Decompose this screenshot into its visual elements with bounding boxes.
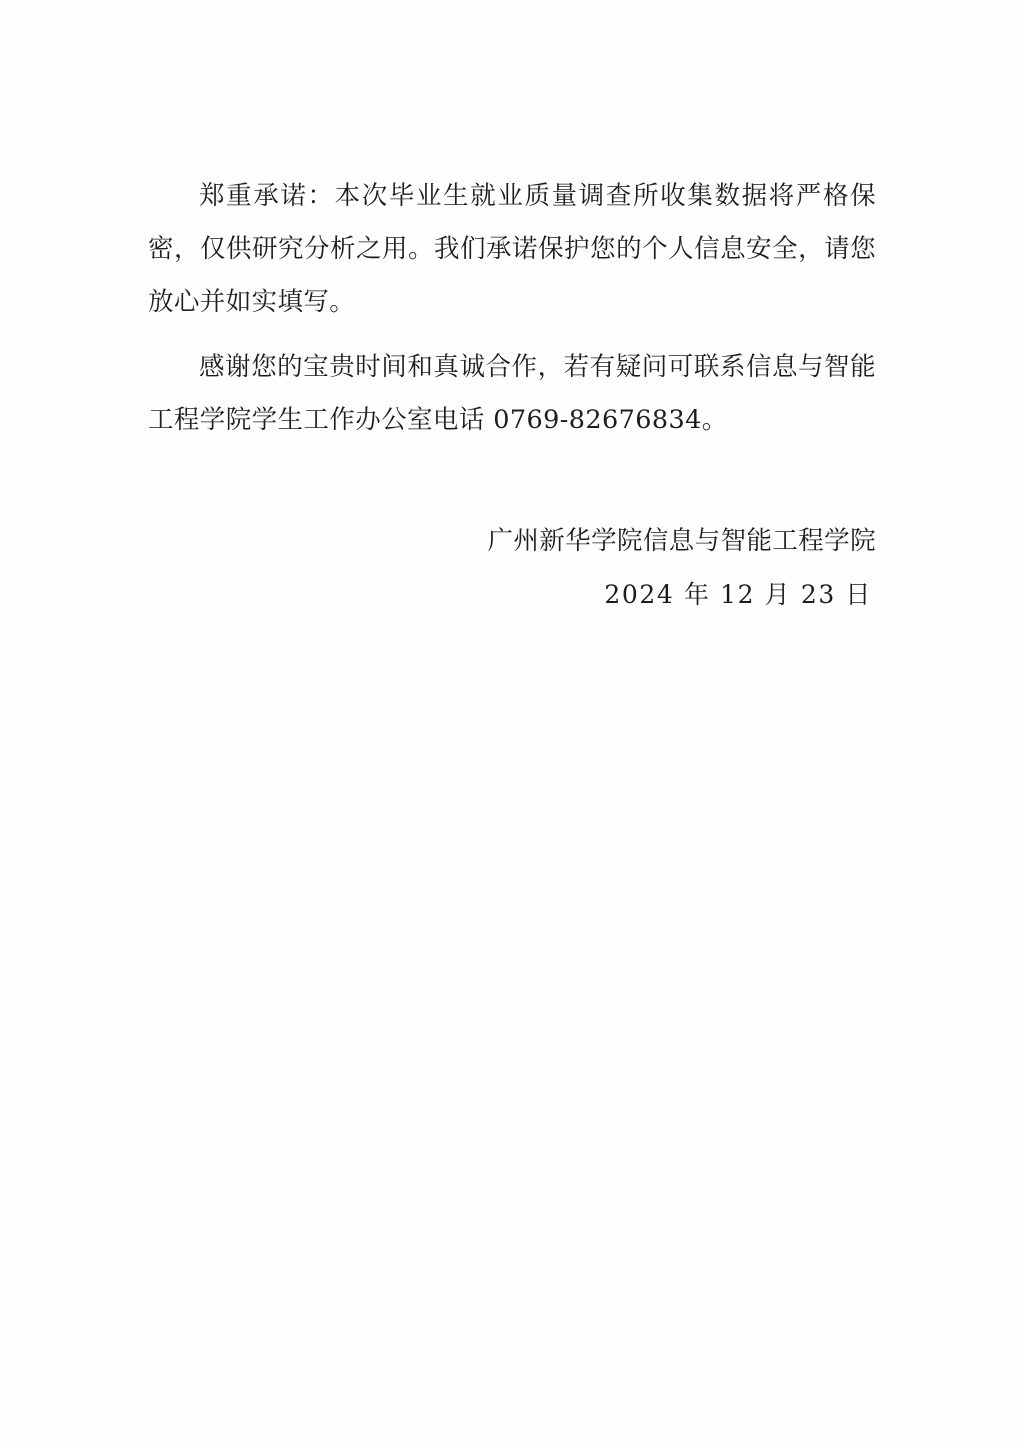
paragraph-confidentiality-pledge: 郑重承诺：本次毕业生就业质量调查所收集数据将严格保密，仅供研究分析之用。我们承诺保护您的个人信息安全，请您放心并如实填写。 [148,181,876,317]
signature-date: 2024 年 12 月 23 日 [604,580,872,609]
document-body [148,170,876,621]
signature-organization: 广州新华学院信息与智能工程学院 [487,526,876,556]
signature-block [148,515,876,621]
paragraph-thanks-and-contact: 感谢您的宝贵时间和真诚合作，若有疑问可联系信息与智能工程学院学生工作办公室电话 0769-82676834。 [148,352,876,435]
